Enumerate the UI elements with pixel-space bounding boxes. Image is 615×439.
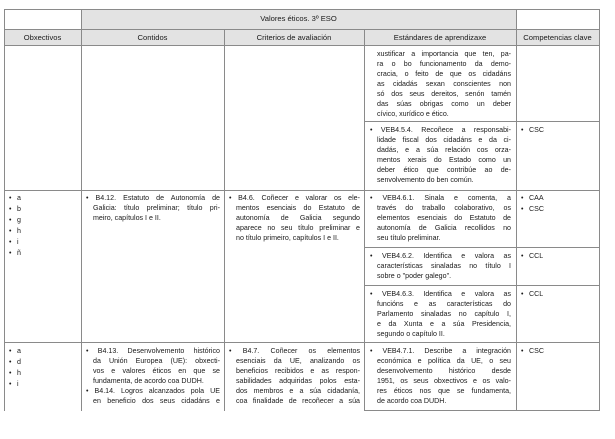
header-competences: Competencias clave	[523, 33, 592, 42]
table-title: Valores éticos. 3º ESO	[260, 14, 337, 23]
objectives-list: • a • b • g • h • i • ñ	[9, 194, 21, 257]
rule	[4, 342, 599, 343]
rule	[224, 29, 225, 411]
standard-text: • VEB4.7.1. Describe a integración económica e política da UE, o seu desenvolvemento histórico desde 1951, os seus obxectivos e os valo- res éticos nos que se fundamenta, de acordo coa DUDH.	[370, 347, 511, 405]
rule	[364, 285, 599, 286]
standard-text: • VEB4.6.3. Identifica e valora as funcións e as características do Parlamento sinaladas no capítulo I, e da Xunta e a súa Presidencia, segundo o capítulo II.	[370, 290, 511, 338]
criterion-text: • B4.7. Coñecer os elementos esenciais da UE, analizando os beneficios recibidos e as respon- sabilidades adquiridas polos esta- dos membros e a súa cidadanía, coa finalidade de recoñecer a súa	[229, 347, 360, 405]
rule	[4, 190, 599, 191]
rule	[599, 9, 600, 411]
header-standards: Estándares de aprendizaxe	[393, 33, 487, 42]
header-criteria: Criterios de avaliación	[256, 33, 332, 42]
rule	[81, 9, 82, 411]
standard-text: • VEB4.5.4. Recoñece a responsabi- lidade fiscal dos cidadáns e da ci- dadás, e a súa relación cos orza- mentos xerais do Estado como un deber ético que contribúe ao de- senvolvemento do ben común.	[370, 126, 511, 184]
rule	[364, 247, 599, 248]
header-contents: Contidos	[137, 33, 168, 42]
standard-text: • VEB4.6.2. Identifica e valora as características sinaladas no título I sobre o "poder galego".	[370, 252, 511, 280]
objectives-list: • a • d • h • i	[9, 347, 21, 388]
rule	[364, 121, 599, 122]
competence-list: • CAA • CSC	[521, 194, 544, 213]
rule	[4, 45, 599, 46]
standard-text: • VEB4.6.1. Sinala e comenta, a través do traballo colaborativo, os elementos esenciais do Estatuto de autonomía de Galicia recollidos no seu título preliminar.	[370, 194, 511, 242]
competence-list: • CCL	[521, 252, 544, 260]
rule	[4, 9, 599, 10]
competence-list: • CSC	[521, 126, 544, 134]
content-text: • B4.12. Estatuto de Autonomía de Galicia: título preliminar; título pri- meiro, capítulos I e II.	[86, 194, 220, 222]
rule	[364, 410, 599, 411]
criterion-text: • B4.6. Coñecer e valorar os ele- mentos esenciais do Estatuto de autonomía de Galicia segundo aparece no seu título preliminar e no título primeiro, capítulos I e II.	[229, 194, 360, 242]
standard-text: xustificar a importancia que ten, pa- ra o bo funcionamento da demo- cracia, o feito de que os cidadáns as cidadás sexan conscientes non só dos seus dereitos, senón tamén das súas obrigas como un deber cívico, xurídico e ético.	[377, 50, 511, 118]
header-objectives: Obxectivos	[23, 33, 62, 42]
rule	[4, 9, 5, 411]
rule	[516, 9, 517, 411]
rule	[4, 29, 599, 30]
competence-list: • CCL	[521, 290, 544, 298]
rule	[364, 29, 365, 411]
competence-list: • CSC	[521, 347, 544, 355]
content-text: • B4.13. Desenvolvemento histórico da Unión Europea (UE): obxecti- vos e valores éticos en que se fundamenta, de acordo coa DUDH. • B4.14. Logros alcanzados pola UE en beneficio dos seus cidadáns e	[86, 347, 220, 405]
